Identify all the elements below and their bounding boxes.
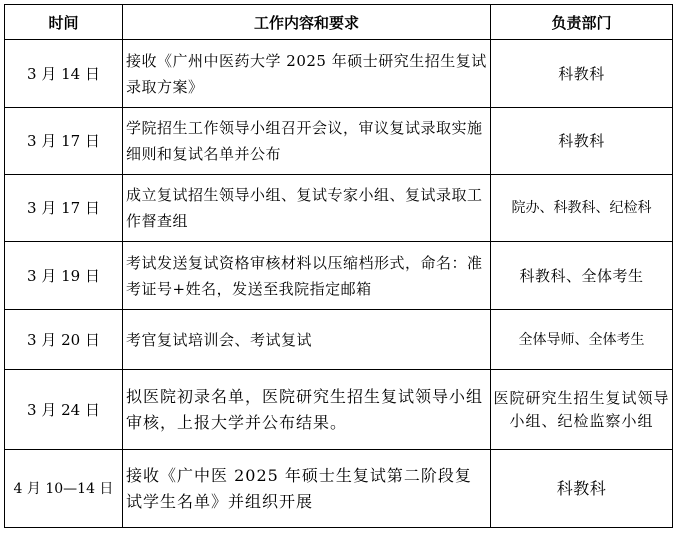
row-time: 3 月 17 日	[5, 175, 123, 242]
table-header-row	[5, 5, 673, 40]
table-row	[5, 40, 673, 108]
row-dept: 院办、科教科、纪检科	[491, 175, 673, 242]
row-time: 3 月 19 日	[5, 242, 123, 310]
row-dept: 科教科	[491, 450, 673, 528]
row-time: 4 月 10—14 日	[5, 450, 123, 528]
row-time: 3 月 17 日	[5, 108, 123, 175]
table-row	[5, 108, 673, 175]
table-row	[5, 450, 673, 528]
table-row	[5, 242, 673, 310]
row-content: 考试发送复试资格审核材料以压缩档形式，命名：准考证号+姓名，发送至我院指定邮箱	[123, 242, 491, 310]
row-dept: 医院研究生招生复试领导小组、纪检监察小组	[491, 370, 673, 450]
row-time: 3 月 20 日	[5, 310, 123, 370]
header-time: 时间	[5, 5, 123, 40]
row-content: 拟医院初录名单，医院研究生招生复试领导小组审核，上报大学并公布结果。	[123, 370, 491, 450]
row-content: 接收《广中医 2025 年硕士生复试第二阶段复试学生名单》并组织开展	[123, 450, 491, 528]
schedule-table	[4, 4, 673, 528]
row-dept: 全体导师、全体考生	[491, 310, 673, 370]
row-content: 考官复试培训会、考试复试	[123, 310, 491, 370]
header-dept: 负责部门	[491, 5, 673, 40]
row-time: 3 月 14 日	[5, 40, 123, 108]
row-time: 3 月 24 日	[5, 370, 123, 450]
schedule-table-container	[4, 4, 672, 528]
row-dept: 科教科、全体考生	[491, 242, 673, 310]
table-row	[5, 175, 673, 242]
row-dept: 科教科	[491, 108, 673, 175]
table-row	[5, 310, 673, 370]
table-row	[5, 370, 673, 450]
row-content: 成立复试招生领导小组、复试专家小组、复试录取工作督查组	[123, 175, 491, 242]
header-content: 工作内容和要求	[123, 5, 491, 40]
row-content: 学院招生工作领导小组召开会议，审议复试录取实施细则和复试名单并公布	[123, 108, 491, 175]
row-dept: 科教科	[491, 40, 673, 108]
row-content: 接收《广州中医药大学 2025 年硕士研究生招生复试录取方案》	[123, 40, 491, 108]
